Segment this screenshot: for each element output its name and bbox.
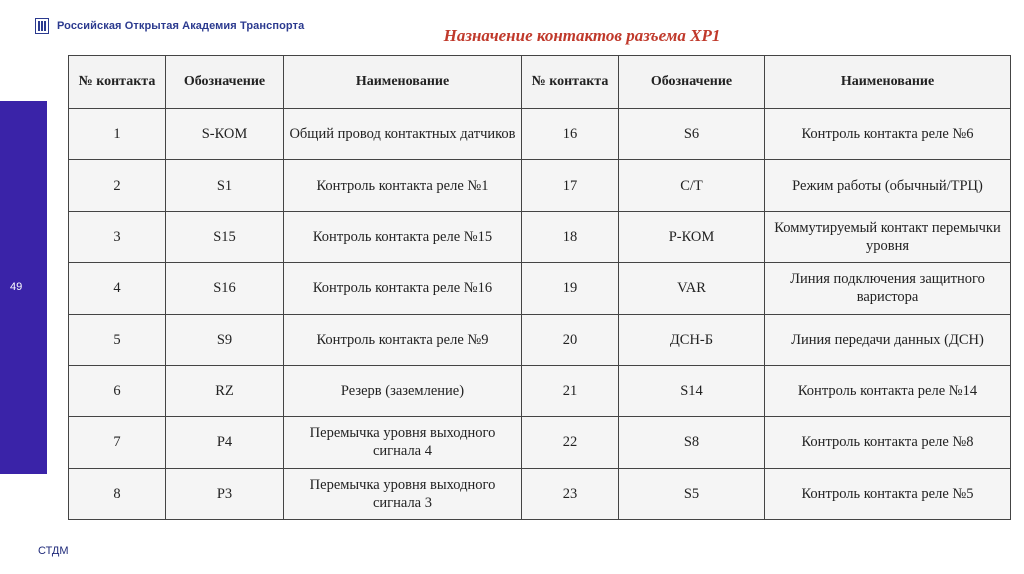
table-cell: 19 <box>522 263 619 314</box>
table-cell: 23 <box>522 468 619 519</box>
table-cell: S8 <box>619 417 765 468</box>
table-cell: Режим работы (обычный/ТРЦ) <box>765 160 1011 211</box>
table-cell: S-КОМ <box>166 109 284 160</box>
table-cell: Контроль контакта реле №16 <box>284 263 522 314</box>
table-cell: P3 <box>166 468 284 519</box>
table-row <box>69 468 1011 519</box>
table-cell: Контроль контакта реле №6 <box>765 109 1011 160</box>
table-cell: Контроль контакта реле №8 <box>765 417 1011 468</box>
table-cell: Контроль контакта реле №14 <box>765 365 1011 416</box>
table-cell: 17 <box>522 160 619 211</box>
column-header: Обозначение <box>166 56 284 109</box>
table-row <box>69 417 1011 468</box>
table-cell: Контроль контакта реле №1 <box>284 160 522 211</box>
table-cell: 22 <box>522 417 619 468</box>
table-cell: С/Т <box>619 160 765 211</box>
table-cell: RZ <box>166 365 284 416</box>
table-cell: 3 <box>69 211 166 262</box>
column-header: № контакта <box>522 56 619 109</box>
column-header: Обозначение <box>619 56 765 109</box>
table-cell: 20 <box>522 314 619 365</box>
table-cell: 21 <box>522 365 619 416</box>
logo-text: Российская Открытая Академия Транспорта <box>57 20 305 32</box>
table-cell: Коммутируемый контакт перемычки уровня <box>765 211 1011 262</box>
table-cell: Линия передачи данных (ДСН) <box>765 314 1011 365</box>
table-cell: Контроль контакта реле №5 <box>765 468 1011 519</box>
table-cell: 16 <box>522 109 619 160</box>
table-header-row <box>69 56 1011 109</box>
table-cell: S5 <box>619 468 765 519</box>
table-cell: Контроль контакта реле №15 <box>284 211 522 262</box>
table-cell: Р-КОМ <box>619 211 765 262</box>
table-row <box>69 109 1011 160</box>
page-number: 49 <box>10 281 23 293</box>
side-accent-bar <box>0 101 47 474</box>
table-cell: 2 <box>69 160 166 211</box>
table-cell: 5 <box>69 314 166 365</box>
table-cell: Общий провод контактных датчиков <box>284 109 522 160</box>
table-cell: S1 <box>166 160 284 211</box>
pin-assignment-table <box>68 55 1011 520</box>
table-cell: S16 <box>166 263 284 314</box>
column-header: № контакта <box>69 56 166 109</box>
table-cell: S6 <box>619 109 765 160</box>
table-cell: 7 <box>69 417 166 468</box>
table-cell: Контроль контакта реле №9 <box>284 314 522 365</box>
column-header: Наименование <box>284 56 522 109</box>
table-row <box>69 263 1011 314</box>
table-cell: S9 <box>166 314 284 365</box>
table-row <box>69 314 1011 365</box>
table-cell: 4 <box>69 263 166 314</box>
table-cell: 6 <box>69 365 166 416</box>
table-cell: P4 <box>166 417 284 468</box>
table-cell: Линия подключения защитного варистора <box>765 263 1011 314</box>
footer-label: СТДМ <box>38 545 69 557</box>
table-row <box>69 365 1011 416</box>
table-cell: S15 <box>166 211 284 262</box>
column-header: Наименование <box>765 56 1011 109</box>
table-cell: ДСН-Б <box>619 314 765 365</box>
table-cell: Перемычка уровня выходного сигнала 3 <box>284 468 522 519</box>
table-cell: 18 <box>522 211 619 262</box>
table-cell: S14 <box>619 365 765 416</box>
page-title: Назначение контактов разъема ХР1 <box>443 26 721 45</box>
table-cell: 8 <box>69 468 166 519</box>
table-cell: 1 <box>69 109 166 160</box>
table-cell: VAR <box>619 263 765 314</box>
table-row <box>69 160 1011 211</box>
table-row <box>69 211 1011 262</box>
table-cell: Резерв (заземление) <box>284 365 522 416</box>
table-cell: Перемычка уровня выходного сигнала 4 <box>284 417 522 468</box>
